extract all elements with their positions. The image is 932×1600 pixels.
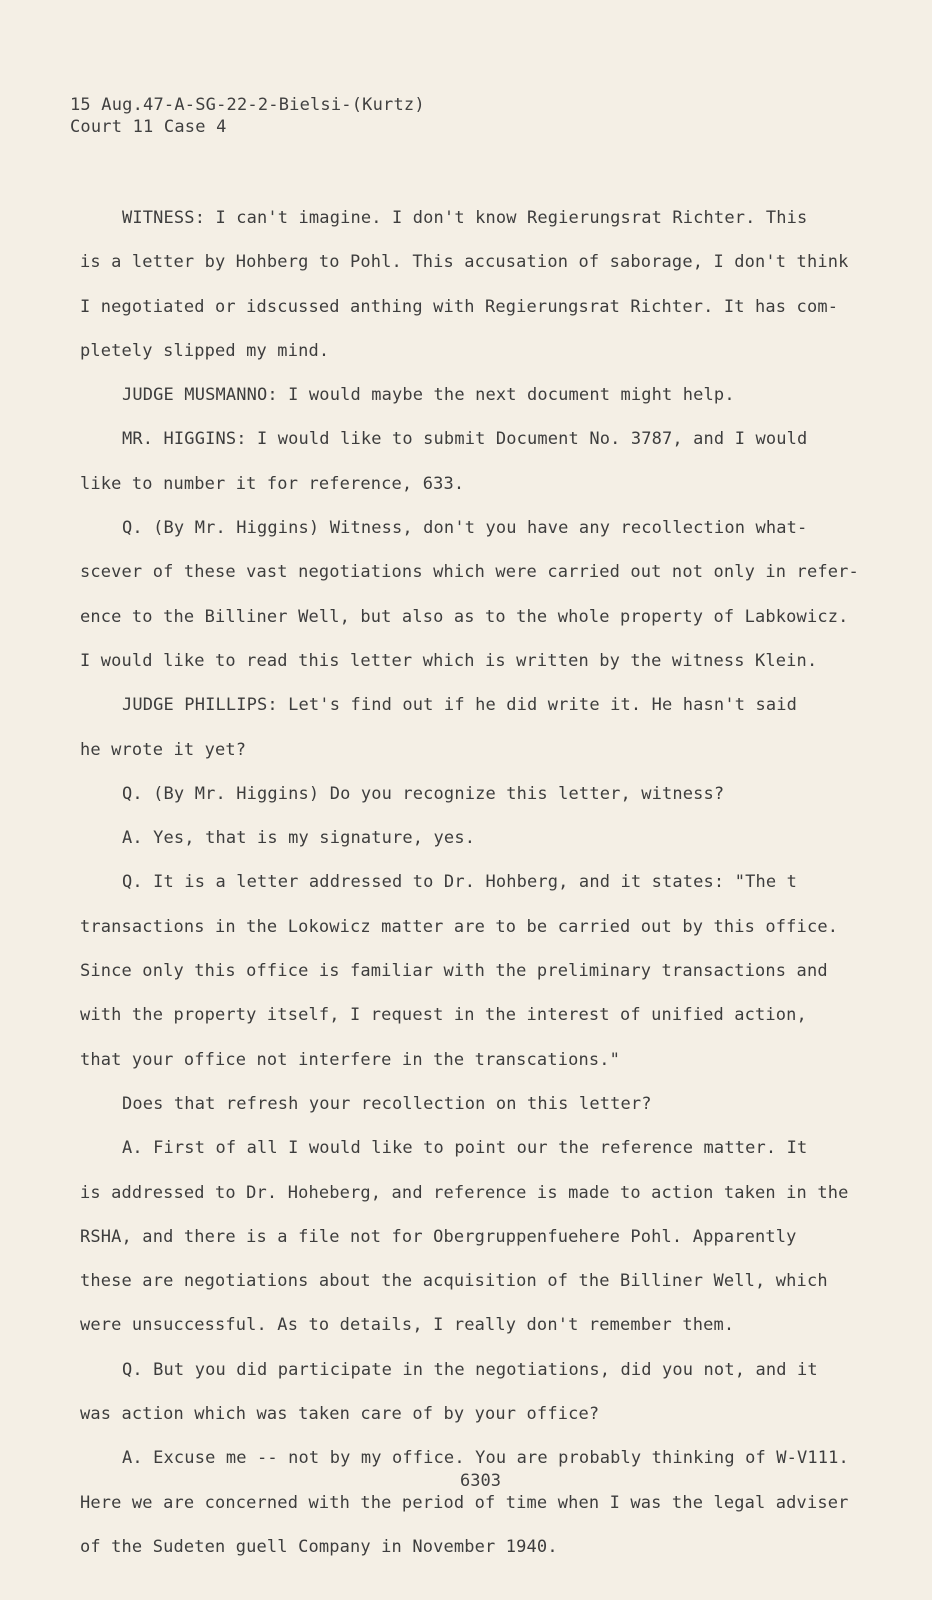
transcript-line: ence to the Billiner Well, but also as to the whole property of Labkowicz. [80, 606, 849, 627]
transcript-line: A. First of all I would like to point our the reference matter. It [122, 1138, 808, 1159]
transcript-line: Here we are concerned with the period of time when I was the legal adviser [80, 1492, 849, 1513]
transcript-line: that your office not interfere in the transcations." [80, 1049, 621, 1070]
header-reference-line: 15 Aug.47-A-SG-22-2-Bielsi-(Kurtz) [70, 95, 425, 115]
transcript-line: JUDGE PHILLIPS: Let's find out if he did write it. He hasn't said [122, 695, 798, 716]
transcript-line: I negotiated or idscussed anthing with Regierungsrat Richter. It has com- [80, 296, 839, 317]
transcript-line: A. Yes, that is my signature, yes. [122, 828, 476, 849]
transcript-line: scever of these vast negotiations which were carried out not only in refer- [80, 562, 859, 583]
transcript-line: is addressed to Dr. Hoheberg, and reference is made to action taken in the [80, 1182, 849, 1203]
header-court-case-line: Court 11 Case 4 [70, 117, 227, 137]
transcript-line: I would like to read this letter which is written by the witness Klein. [80, 650, 818, 671]
transcript-line: of the Sudeten guell Company in November 1940. [80, 1536, 558, 1557]
transcript-body [80, 196, 859, 1569]
transcript-line: with the property itself, I request in the interest of unified action, [80, 1005, 807, 1026]
transcript-line: pletely slipped my mind. [80, 340, 330, 361]
transcript-line: was action which was taken care of by your office? [80, 1404, 600, 1425]
page-number: 6303 [460, 1471, 501, 1491]
transcript-line: Since only this office is familiar with the preliminary transactions and [80, 961, 828, 982]
transcript-line: JUDGE MUSMANNO: I would maybe the next document might help. [122, 385, 735, 406]
transcript-line: A. Excuse me -- not by my office. You are probably thinking of W-V111. [122, 1448, 849, 1469]
transcript-line: he wrote it yet? [80, 739, 247, 760]
document-header [70, 94, 425, 138]
transcript-line: RSHA, and there is a file not for Obergruppenfuehere Pohl. Apparently [80, 1226, 797, 1247]
transcript-line: like to number it for reference, 633. [80, 473, 465, 494]
transcript-line: is a letter by Hohberg to Pohl. This accusation of saborage, I don't think [80, 252, 849, 273]
transcript-line: transactions in the Lokowicz matter are to be carried out by this office. [80, 916, 839, 937]
transcript-line: MR. HIGGINS: I would like to submit Document No. 3787, and I would [122, 429, 808, 450]
transcript-line: Q. It is a letter addressed to Dr. Hohberg, and it states: "The t [122, 872, 798, 893]
transcript-line: Q. But you did participate in the negotiations, did you not, and it [122, 1359, 818, 1380]
transcript-line: these are negotiations about the acquisition of the Billiner Well, which [80, 1271, 828, 1292]
transcript-line: Q. (By Mr. Higgins) Witness, don't you have any recollection what- [122, 518, 808, 539]
transcript-line: Q. (By Mr. Higgins) Do you recognize this letter, witness? [122, 783, 725, 804]
transcript-line: WITNESS: I can't imagine. I don't know Regierungsrat Richter. This [122, 208, 808, 228]
transcript-line: were unsuccessful. As to details, I really don't remember them. [80, 1315, 735, 1336]
transcript-line: Does that refresh your recollection on this letter? [122, 1093, 652, 1114]
